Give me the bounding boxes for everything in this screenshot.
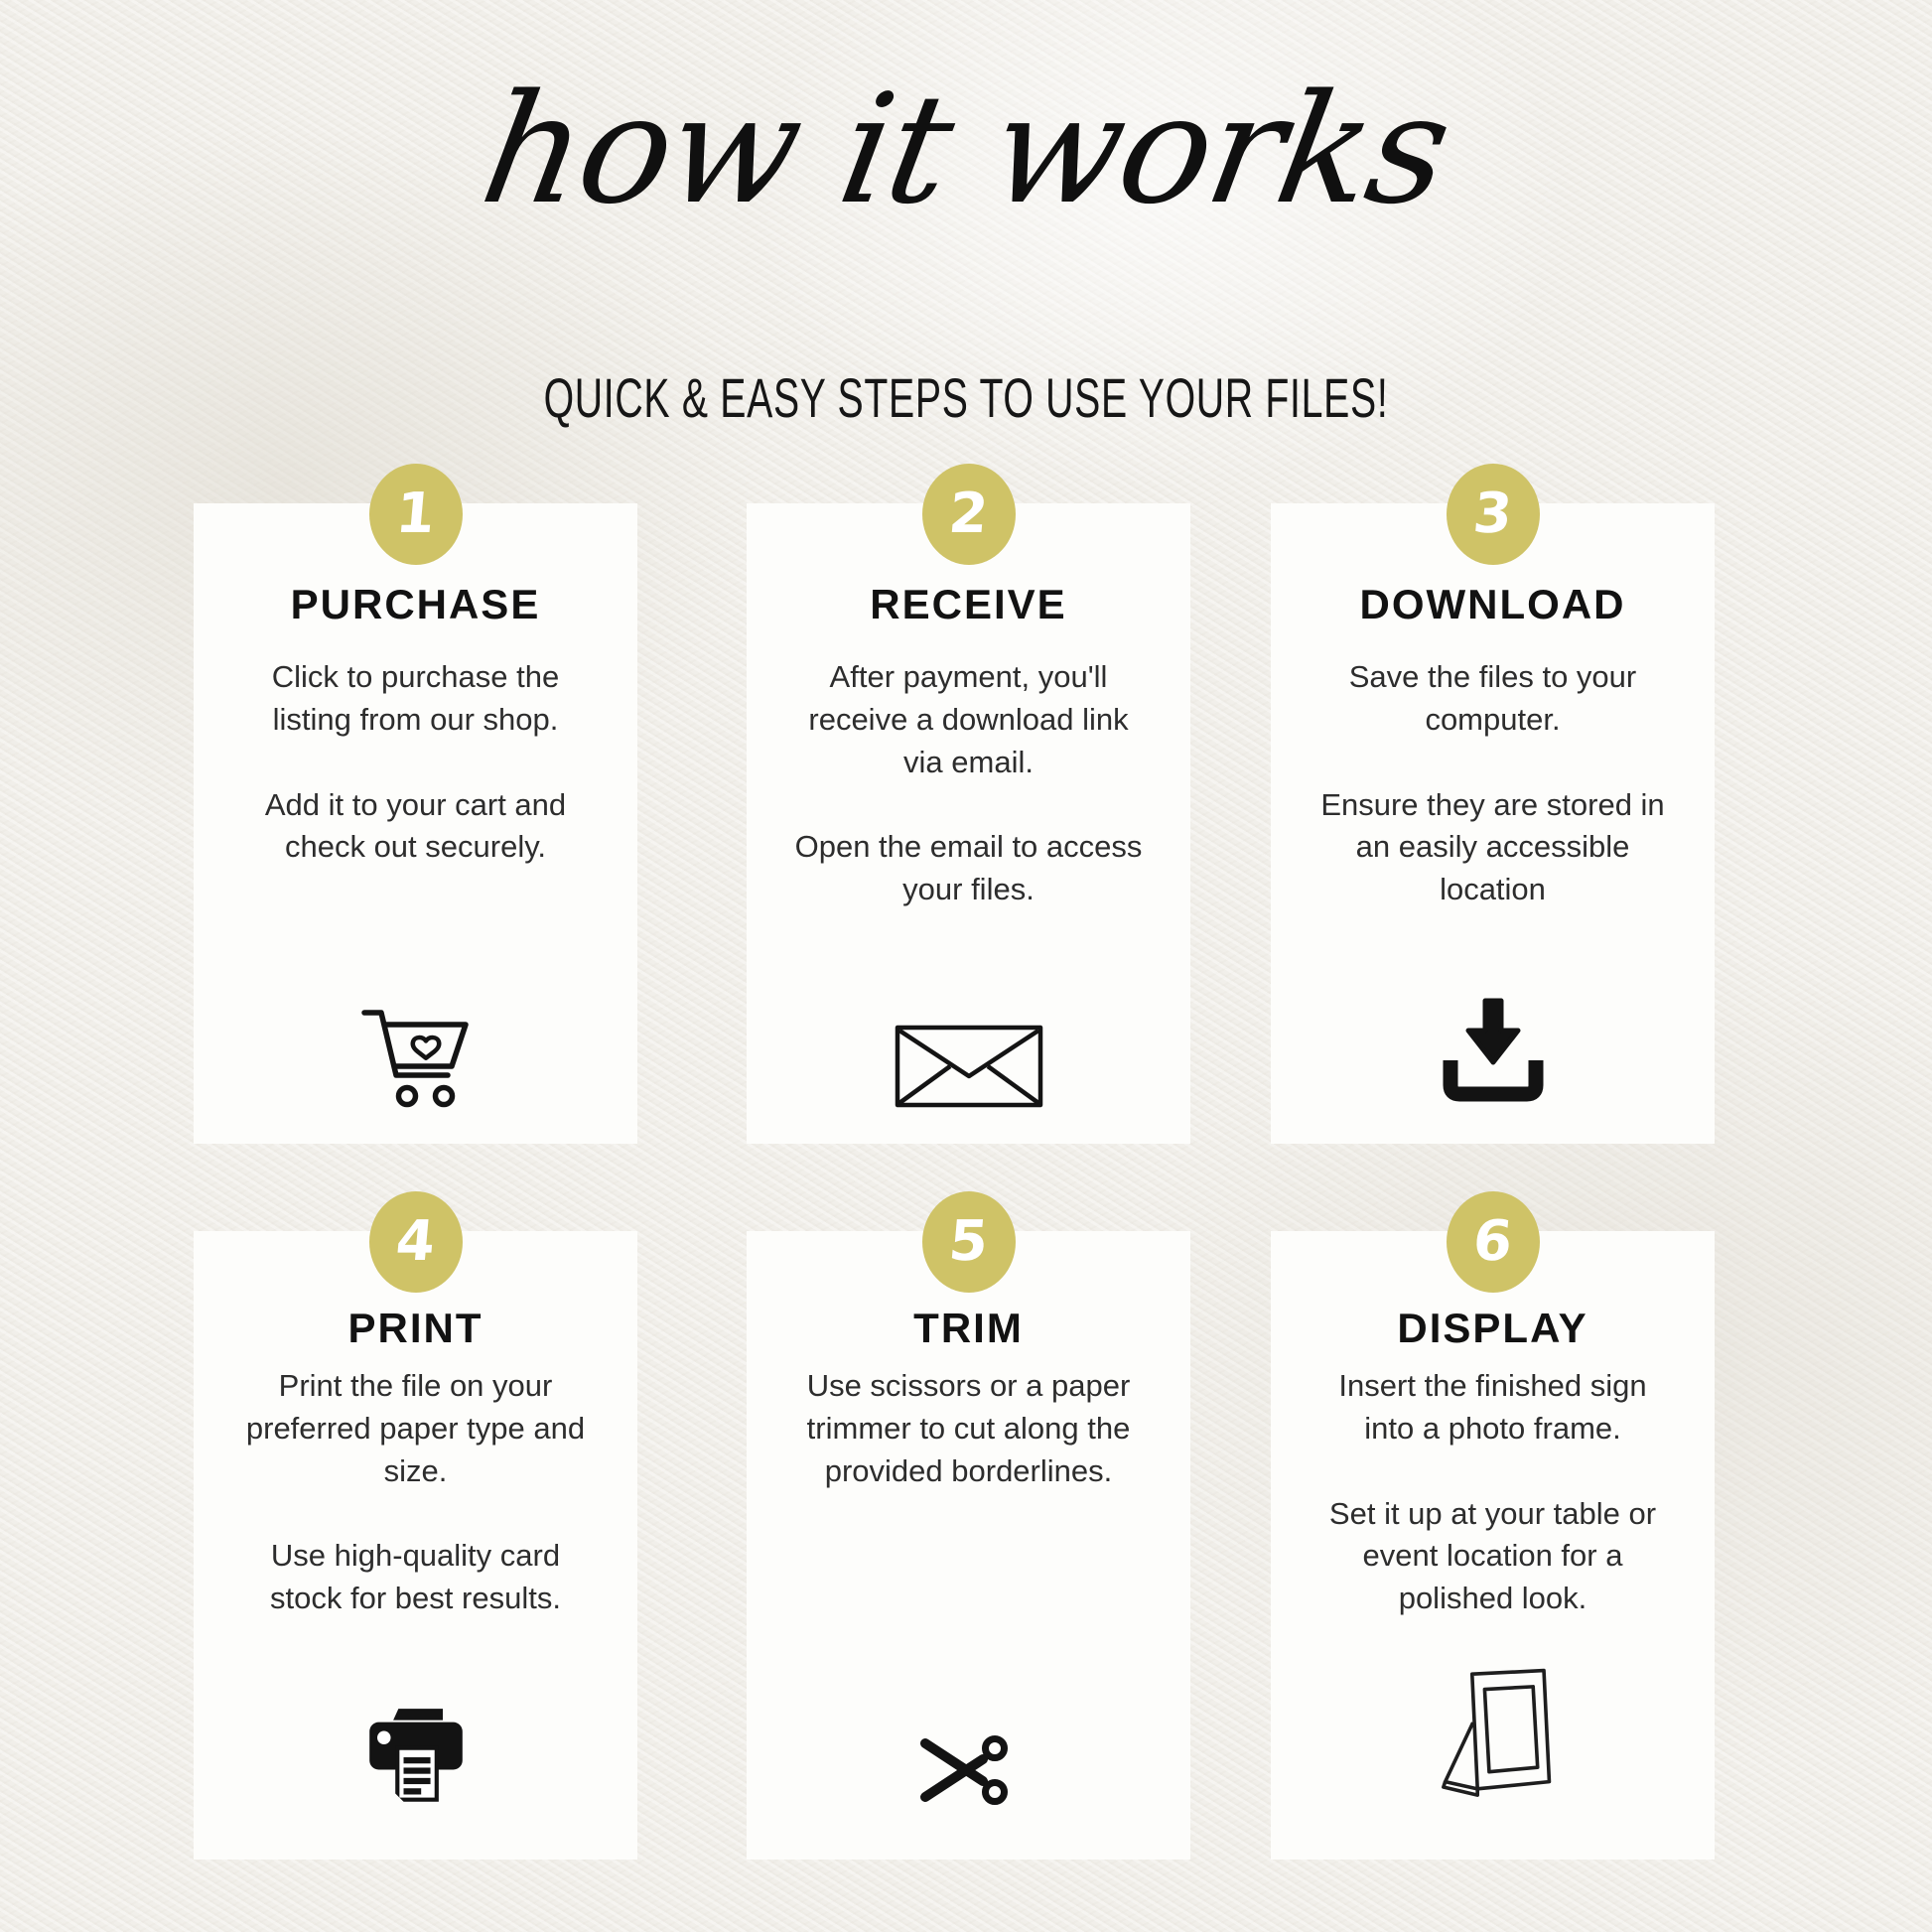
step-number-badge (369, 464, 463, 565)
step-number-badge (1447, 464, 1540, 565)
page-subtitle: QUICK & EASY STEPS TO USE YOUR FILES! (543, 366, 1389, 429)
step-title: PRINT (347, 1305, 483, 1351)
step-card (747, 482, 1190, 1144)
step-title: DISPLAY (1397, 1305, 1588, 1351)
step-paragraph: Insert the finished sign into a photo frame. (1338, 1368, 1647, 1446)
step-title: TRIM (913, 1305, 1024, 1351)
step-title: DOWNLOAD (1359, 581, 1626, 627)
step-paragraph: Ensure they are stored in an easily accessible location (1320, 786, 1665, 907)
step-card (747, 1209, 1190, 1860)
icon-slot (364, 1707, 468, 1806)
step-card (1271, 1209, 1715, 1860)
icon-slot (1433, 1667, 1554, 1806)
step-description (794, 1365, 1144, 1492)
step-number: 3 (1470, 482, 1515, 546)
step-paragraph: Use scissors or a paper trimmer to cut along the provided borderlines. (806, 1368, 1131, 1488)
step-card (194, 482, 637, 1144)
step-paragraph: Add it to your cart and check out securely. (264, 786, 567, 865)
scissors-icon (919, 1734, 1019, 1806)
printer-icon (364, 1707, 468, 1806)
step-number-badge (1447, 1191, 1540, 1293)
step-card (194, 1209, 637, 1860)
step-paragraph: Open the email to access your files. (794, 829, 1143, 907)
step-title: PURCHASE (290, 581, 541, 627)
step-description (794, 656, 1144, 911)
step-number: 5 (946, 1209, 991, 1274)
step-paragraph: Set it up at your table or event location for a polished look. (1328, 1495, 1657, 1616)
step-paragraph: Save the files to your computer. (1348, 659, 1637, 737)
cart-heart-icon (358, 1003, 474, 1108)
step-description (1318, 1365, 1668, 1620)
step-description (241, 1365, 591, 1620)
step-paragraph: Use high-quality card stock for best results. (270, 1538, 561, 1616)
step-number-badge (922, 464, 1016, 565)
step-description (241, 656, 591, 869)
step-number: 4 (393, 1209, 438, 1274)
step-description (1318, 656, 1668, 911)
step-paragraph: After payment, you'll receive a download link via email. (808, 659, 1129, 779)
download-icon (1438, 997, 1549, 1108)
step-number: 6 (1470, 1209, 1515, 1274)
step-number-badge (922, 1191, 1016, 1293)
icon-slot (919, 1734, 1019, 1806)
icon-slot (895, 1025, 1043, 1108)
photo-frame-icon (1433, 1667, 1554, 1806)
page-title: how it works (471, 62, 1461, 237)
icon-slot (1438, 997, 1549, 1108)
step-title: RECEIVE (870, 581, 1067, 627)
step-paragraph: Click to purchase the listing from our shop. (271, 659, 560, 737)
step-number: 2 (946, 482, 991, 546)
step-number: 1 (393, 482, 438, 546)
envelope-icon (895, 1025, 1043, 1108)
step-card (1271, 482, 1715, 1144)
step-paragraph: Print the file on your preferred paper type and size. (245, 1368, 586, 1488)
step-number-badge (369, 1191, 463, 1293)
icon-slot (358, 1003, 474, 1108)
